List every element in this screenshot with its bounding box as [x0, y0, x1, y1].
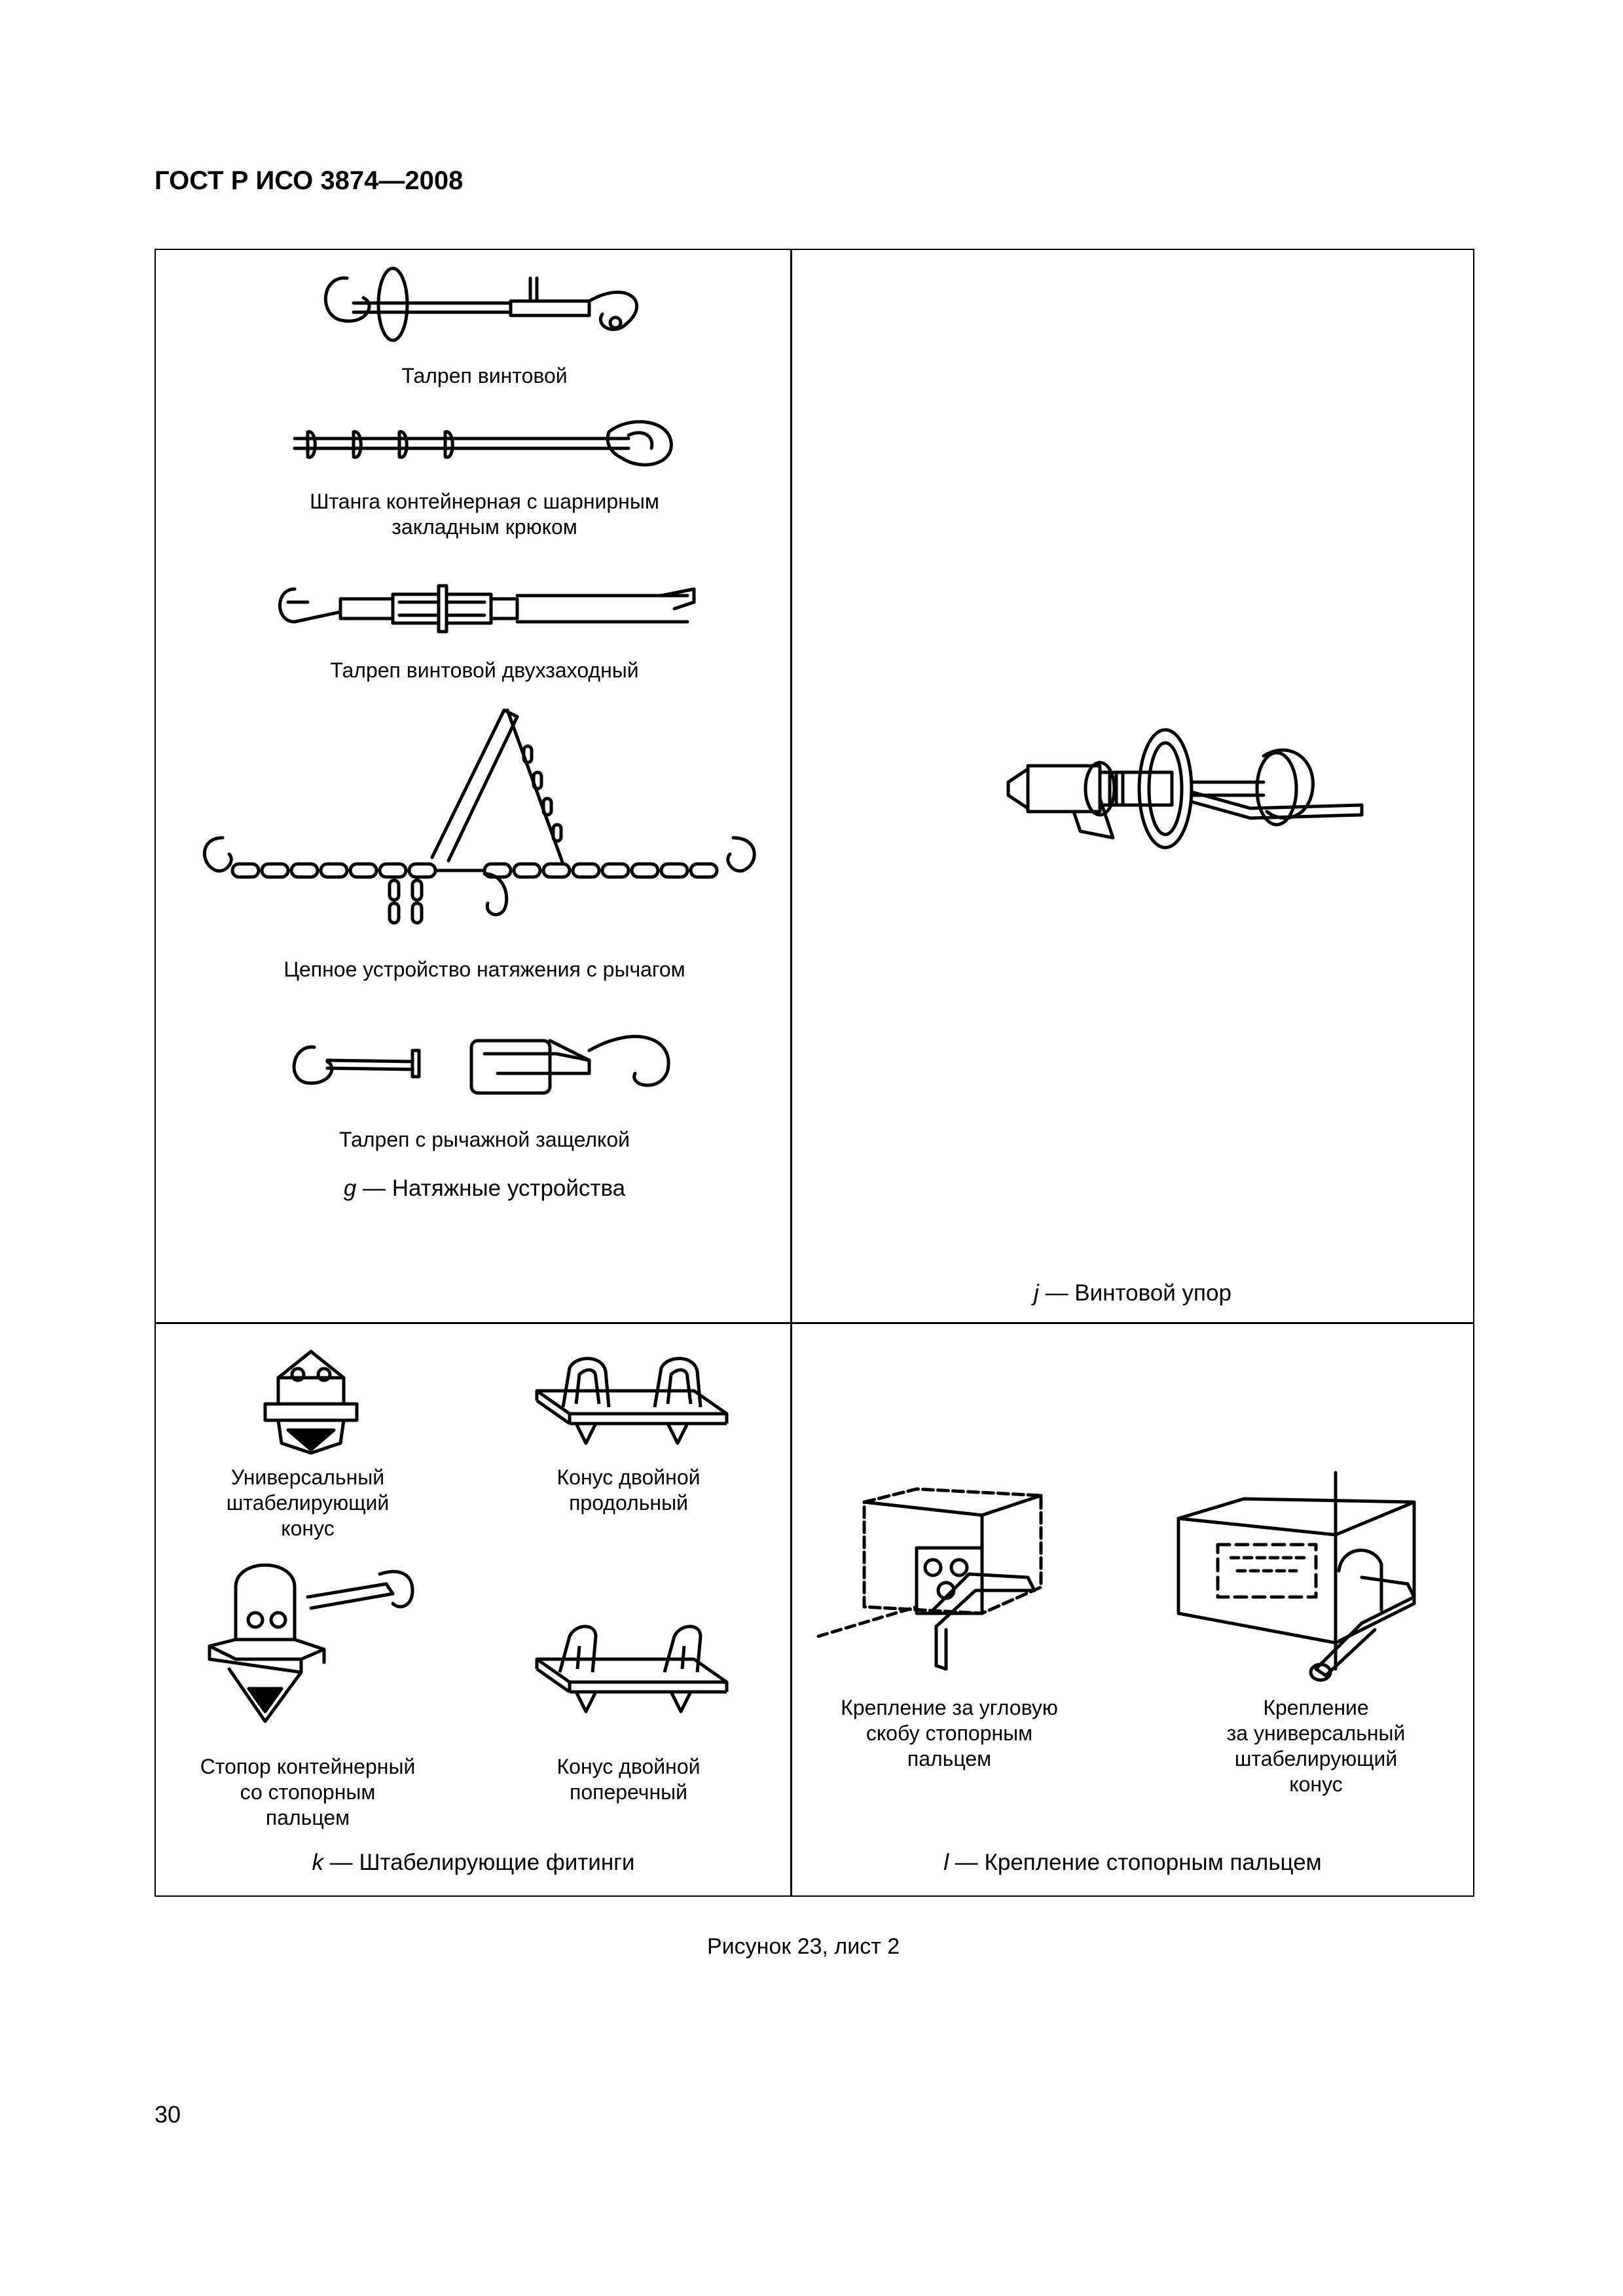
container-stopper-pin-icon	[203, 1554, 426, 1731]
caption-container-bar-hook: Штанга контейнерная с шарнирным закладным крюком	[310, 490, 659, 539]
caption-chain-lever-tensioner: Цепное устройство натяжения с рычагом	[283, 958, 685, 981]
caption-double-screw-turnbuckle: Талреп винтовой двухзаходный	[330, 658, 639, 682]
double-transverse-cone-icon	[530, 1620, 733, 1718]
caption-lever-latch-turnbuckle: Талреп с рычажной защелкой	[338, 1128, 630, 1151]
frame-divider-vertical	[790, 249, 792, 1897]
caption-container-stopper-pin: Стопор контейнерный со стопорным пальцем	[200, 1755, 416, 1829]
caption-stacking-cone-pin: Крепление за универсальный штабелирующий конус	[1226, 1696, 1406, 1796]
frame-divider-horizontal	[155, 1322, 1474, 1324]
figure-caption: Рисунок 23, лист 2	[707, 1934, 900, 1959]
panel-k-label: k — Штабелирующие фитинги	[312, 1850, 635, 1875]
lever-latch-turnbuckle-icon	[282, 1021, 687, 1106]
document-header: ГОСТ Р ИСО 3874—2008	[155, 166, 464, 195]
caption-corner-fitting-pin: Крепление за угловую скобу стопорным пальцем	[841, 1696, 1058, 1770]
corner-fitting-pin-icon	[818, 1476, 1054, 1679]
stacking-cone-pin-icon	[1165, 1473, 1440, 1695]
double-longitudinal-cone-icon	[530, 1352, 733, 1450]
page-number: 30	[155, 2101, 181, 2128]
caption-double-transverse-cone: Конус двойной поперечный	[556, 1755, 701, 1804]
universal-stacking-cone-icon	[255, 1345, 367, 1456]
panel-j-label: j — Винтовой упор	[1034, 1280, 1231, 1306]
screw-turnbuckle-icon	[314, 265, 655, 344]
panel-l-label: l — Крепление стопорным пальцем	[943, 1850, 1322, 1875]
double-screw-turnbuckle-icon	[268, 576, 701, 635]
caption-screw-turnbuckle: Талреп винтовой	[401, 364, 568, 387]
caption-universal-stacking-cone: Универсальный штабелирующий конус	[226, 1465, 390, 1540]
chain-lever-tensioner-icon	[196, 707, 773, 942]
panel-g-label: g — Натяжные устройства	[343, 1175, 626, 1201]
container-bar-hook-icon	[288, 412, 681, 478]
screw-stop-icon	[1002, 720, 1368, 864]
caption-double-longitudinal-cone: Конус двойной продольный	[556, 1465, 701, 1515]
